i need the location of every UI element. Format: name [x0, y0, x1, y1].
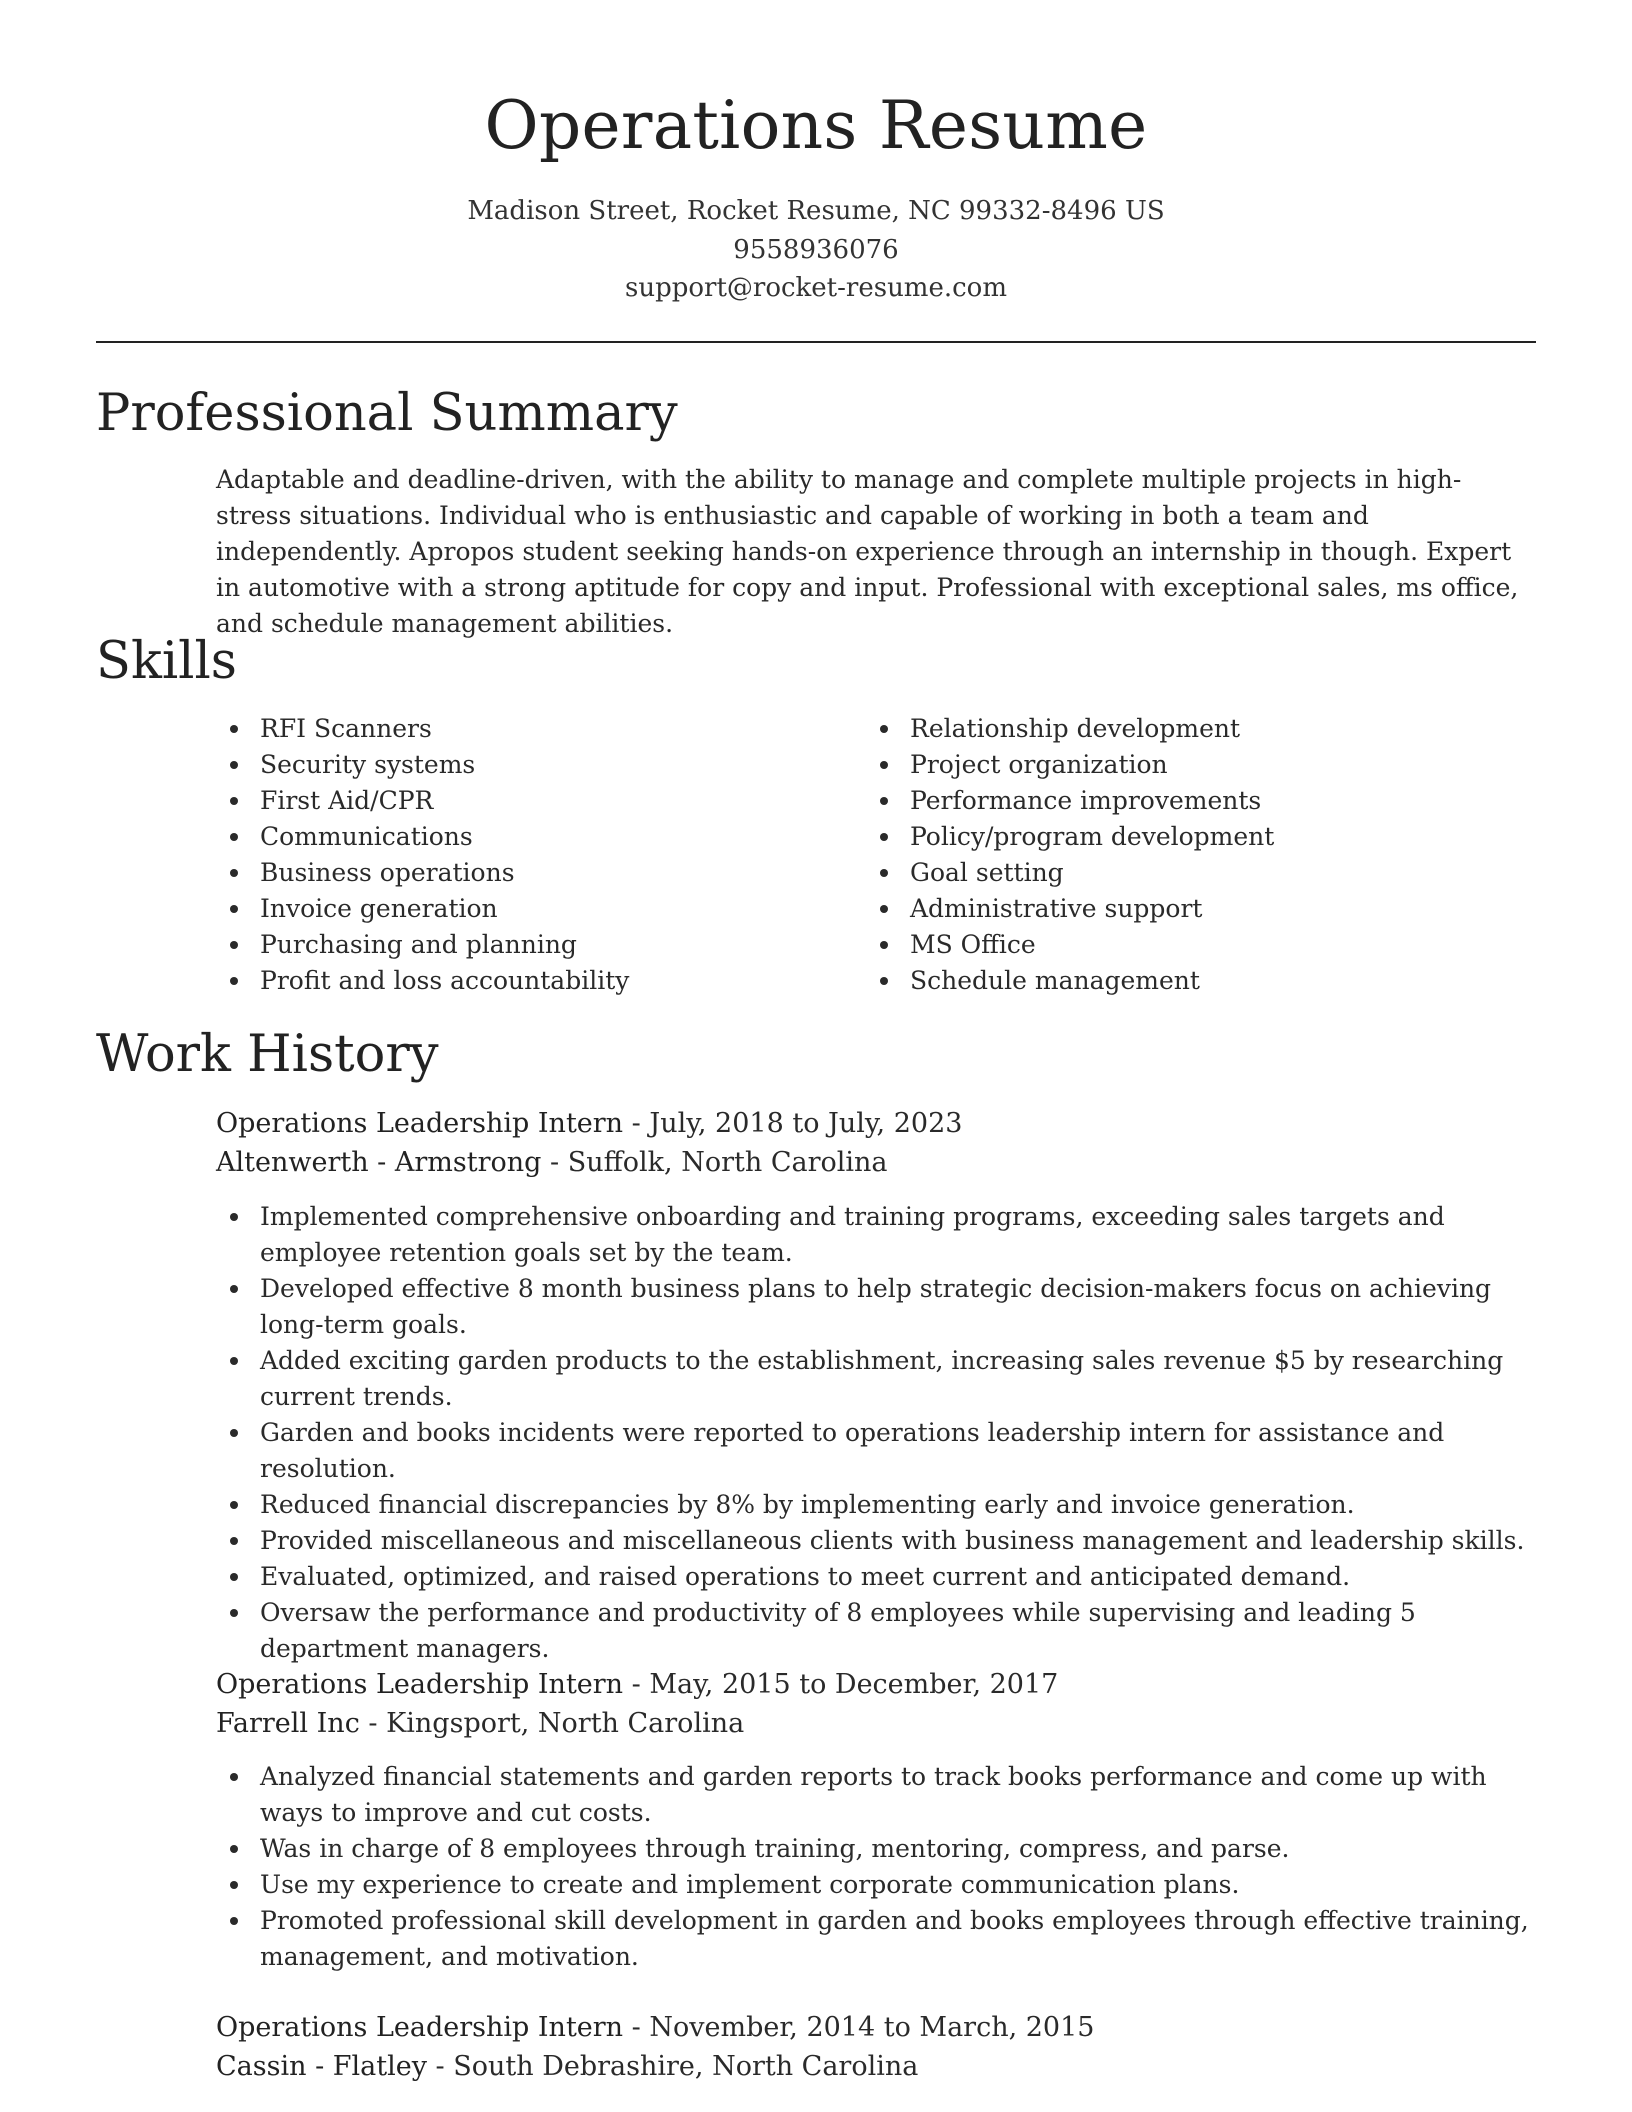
- skill-item: MS Office: [866, 927, 1516, 963]
- job-employer-line: [216, 1704, 1536, 1743]
- duty-item: Added exciting garden products to the establishment, increasing sales revenue $5 by researching current trends.: [216, 1343, 1536, 1415]
- job-dates: - November, 2014 to March, 2015: [623, 2012, 1095, 2043]
- job-title-line: [216, 2008, 1536, 2047]
- skill-item: Project organization: [866, 747, 1516, 783]
- job-dates: - July, 2018 to July, 2023: [623, 1108, 963, 1139]
- email-address: support@rocket-resume.com: [624, 273, 1007, 303]
- page-title: Operations Resume: [484, 87, 1148, 164]
- job-title-line: [216, 1665, 1536, 1704]
- summary-text: Adaptable and deadline-driven, with the ability to manage and complete multiple projects in high-stress situations. Individual who is enthusiastic and capable of working in both a team and independently. Apropos student seeking hands-on experience through an internship in though. Expert in automotive with a strong aptitude for copy and input. Professional with exceptional sales, ms office, and schedule management abilities.: [216, 465, 1519, 638]
- duty-item: Use my experience to create and implement corporate communication plans.: [216, 1867, 1536, 1903]
- job-entry-header: [216, 1104, 1536, 1182]
- skills-column-left: [216, 711, 866, 999]
- job-entry-header: [216, 2008, 1536, 2086]
- duty-item: Evaluated, optimized, and raised operations to meet current and anticipated demand.: [216, 1559, 1536, 1595]
- job-employer-line: [216, 2047, 1536, 2086]
- resume-header: [96, 86, 1536, 308]
- skill-item: Communications: [216, 819, 866, 855]
- job-role: Operations Leadership Intern: [216, 1108, 624, 1139]
- job-duties: [216, 1759, 1536, 1975]
- skill-item: Business operations: [216, 855, 866, 891]
- job-employer: Cassin - Flatley: [216, 2051, 427, 2082]
- skill-item: First Aid/CPR: [216, 783, 866, 819]
- job-location: - South Debrashire, North Carolina: [426, 2051, 919, 2082]
- job-entry-header: [216, 1665, 1536, 1743]
- skill-item: Goal setting: [866, 855, 1516, 891]
- skills-heading: Skills: [96, 632, 237, 691]
- phone-number: 9558936076: [733, 234, 899, 265]
- contact-info: [96, 192, 1536, 308]
- skill-item: Schedule management: [866, 963, 1516, 999]
- skills-column-right: [866, 711, 1516, 999]
- address: Madison Street, Rocket Resume, NC 99332-8496 US: [467, 196, 1165, 226]
- skill-item: Policy/program development: [866, 819, 1516, 855]
- summary-heading: Professional Summary: [96, 384, 678, 443]
- job-location: - Kingsport, North Carolina: [359, 1708, 745, 1739]
- skill-item: Purchasing and planning: [216, 927, 866, 963]
- skill-item: Security systems: [216, 747, 866, 783]
- skill-item: Administrative support: [866, 891, 1516, 927]
- duty-item: Oversaw the performance and productivity of 8 employees while supervising and leading 5 department managers.: [216, 1595, 1536, 1667]
- job-employer: Altenwerth - Armstrong: [216, 1147, 542, 1178]
- duty-item: Promoted professional skill development in garden and books employees through effective training, management, and motivation.: [216, 1903, 1536, 1975]
- job-duties: [216, 1199, 1536, 1667]
- duty-item: Provided miscellaneous and miscellaneous clients with business management and leadership skills.: [216, 1523, 1536, 1559]
- job-role: Operations Leadership Intern: [216, 1669, 624, 1700]
- work-history-heading: Work History: [96, 1025, 439, 1084]
- job-location: - Suffolk, North Carolina: [541, 1147, 888, 1178]
- duty-item: Analyzed financial statements and garden reports to track books performance and come up with ways to improve and cut costs.: [216, 1759, 1536, 1831]
- duty-item: Reduced financial discrepancies by 8% by implementing early and invoice generation.: [216, 1487, 1536, 1523]
- job-title-line: [216, 1104, 1536, 1143]
- job-role: Operations Leadership Intern: [216, 2012, 624, 2043]
- skill-item: Invoice generation: [216, 891, 866, 927]
- duty-item: Garden and books incidents were reported to operations leadership intern for assistance and resolution.: [216, 1415, 1536, 1487]
- skill-item: RFI Scanners: [216, 711, 866, 747]
- duty-item: Implemented comprehensive onboarding and training programs, exceeding sales targets and employee retention goals set by the team.: [216, 1199, 1536, 1271]
- duty-item: Was in charge of 8 employees through training, mentoring, compress, and parse.: [216, 1831, 1536, 1867]
- job-dates: - May, 2015 to December, 2017: [623, 1669, 1059, 1700]
- duty-item: Developed effective 8 month business plans to help strategic decision-makers focus on achieving long-term goals.: [216, 1271, 1536, 1343]
- job-employer-line: [216, 1143, 1536, 1182]
- skill-item: Performance improvements: [866, 783, 1516, 819]
- skills-list: [216, 711, 1536, 999]
- skill-item: Relationship development: [866, 711, 1516, 747]
- skill-item: Profit and loss accountability: [216, 963, 866, 999]
- job-employer: Farrell Inc: [216, 1708, 360, 1739]
- header-divider: [96, 341, 1536, 343]
